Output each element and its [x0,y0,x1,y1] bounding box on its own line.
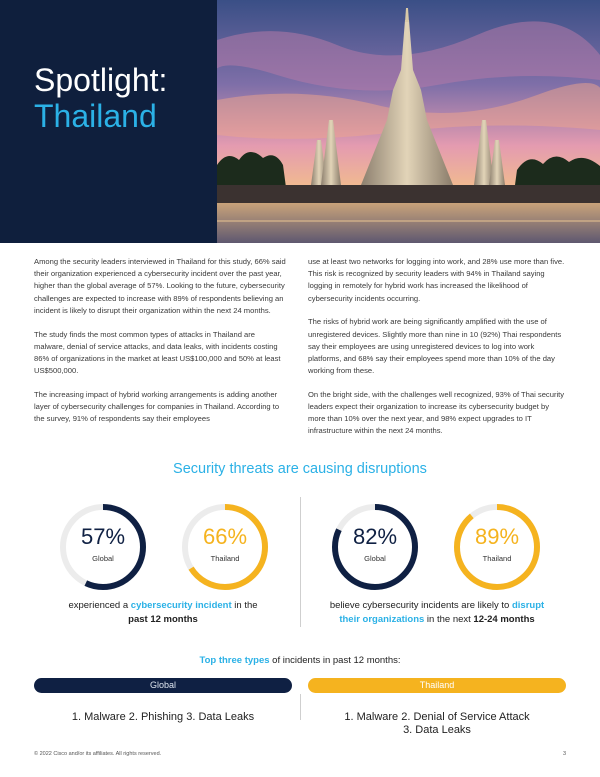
thailand-list-line: 1. Malware 2. Denial of Service Attack [344,711,530,723]
top-three-highlight: Top three types [199,655,270,666]
stat-label: Thailand [210,554,240,563]
stat-ring-thailand-incident [181,503,269,591]
title-line-thailand: Thailand [34,98,157,134]
hero-panel [0,0,217,243]
page-title [34,62,167,134]
paragraph: On the bright side, with the challenges well recognized, 93% of Thai security leaders expect their organization to increase its cybersecurity budget by more than 10% over the next year, and 98% expect upgrades to IT infrastructure within the next 24 months. [308,389,565,436]
stat-label: Global [364,554,386,563]
stat-label: Thailand [482,554,512,563]
caption-highlight: cybersecurity incident [130,600,232,611]
stat-ring-global-disrupt [331,503,419,591]
caption-text: experienced a [68,600,131,611]
temple-photo-illustration [217,0,600,243]
body-column-right [308,256,566,449]
caption-bold: past 12 months [128,614,198,625]
caption-incident [34,599,292,627]
paragraph: use at least two networks for logging into work, and 28% use more than five. This risk is recognized by security leaders with 94% in Thailand saying logging in remotely for hybrid work has increased the likelihood of cybersecurity incidents occurring. [308,257,565,303]
body-column-left [34,256,287,437]
caption-highlight: their organizations [339,614,425,625]
paragraph: The study finds the most common types of attacks in Thailand are malware, denial of service attacks, and data leaks, with incidents costing 86% of organizations in the market at least US$100,000 and 50% at least US$500,000. [34,329,281,376]
caption-text: believe cybersecurity incidents are likely to [329,600,512,611]
page-number: 3 [562,751,566,757]
caption-highlight: disrupt [511,600,545,611]
section-title: Security threats are causing disruptions [173,461,427,477]
top-three-text: of incidents in past 12 months: [269,655,401,666]
footer-copyright: © 2022 Cisco and/or its affiliates. All rights reserved. [34,751,162,757]
thailand-list-line: 3. Data Leaks [403,724,471,736]
paragraph: Among the security leaders interviewed in Thailand for this study, 66% said their organization experienced a cybersecurity incident over the past year, higher than the global average of 57%. Looking to the future, cybersecurity challenges are expected to increase with 89% of respondents believing an incident is likely to disrupt their organization within the next 24 months. [34,257,286,315]
paragraph: The increasing impact of hybrid working arrangements is adding another layer of cybersecurity challenges for companies in Thailand. According to the survey, 91% of respondents say their employees [34,389,280,424]
title-line-spotlight: Spotlight: [34,62,168,98]
thailand-pill: Thailand [308,678,566,693]
caption-text: in the [231,600,258,611]
global-incident-list: 1. Malware 2. Phishing 3. Data Leaks [71,711,255,723]
caption-text: in the next [424,614,474,625]
stat-ring-global-incident [59,503,147,591]
global-pill: Global [34,678,292,693]
stat-percent: 66% [202,524,248,549]
stat-percent: 82% [352,524,398,549]
stat-ring-thailand-disrupt [453,503,541,591]
paragraph: The risks of hybrid work are being significantly amplified with the use of unregistered devices. Slightly more than nine in 10 (92%) Thai respondents say their employees are using unregistered devices to log into work platforms, and 68% say their employees spend more than 10% of the day working from these. [308,317,562,376]
stat-percent: 89% [474,524,520,549]
hero-photo-temple [217,0,600,243]
caption-bold: 12-24 months [473,614,535,625]
thailand-incident-list [308,711,566,737]
stats-divider [300,497,301,627]
top-three-heading [0,655,600,666]
caption-disrupt [308,599,566,627]
stat-label: Global [92,554,114,563]
stat-percent: 57% [80,524,126,549]
list-divider [300,694,301,720]
